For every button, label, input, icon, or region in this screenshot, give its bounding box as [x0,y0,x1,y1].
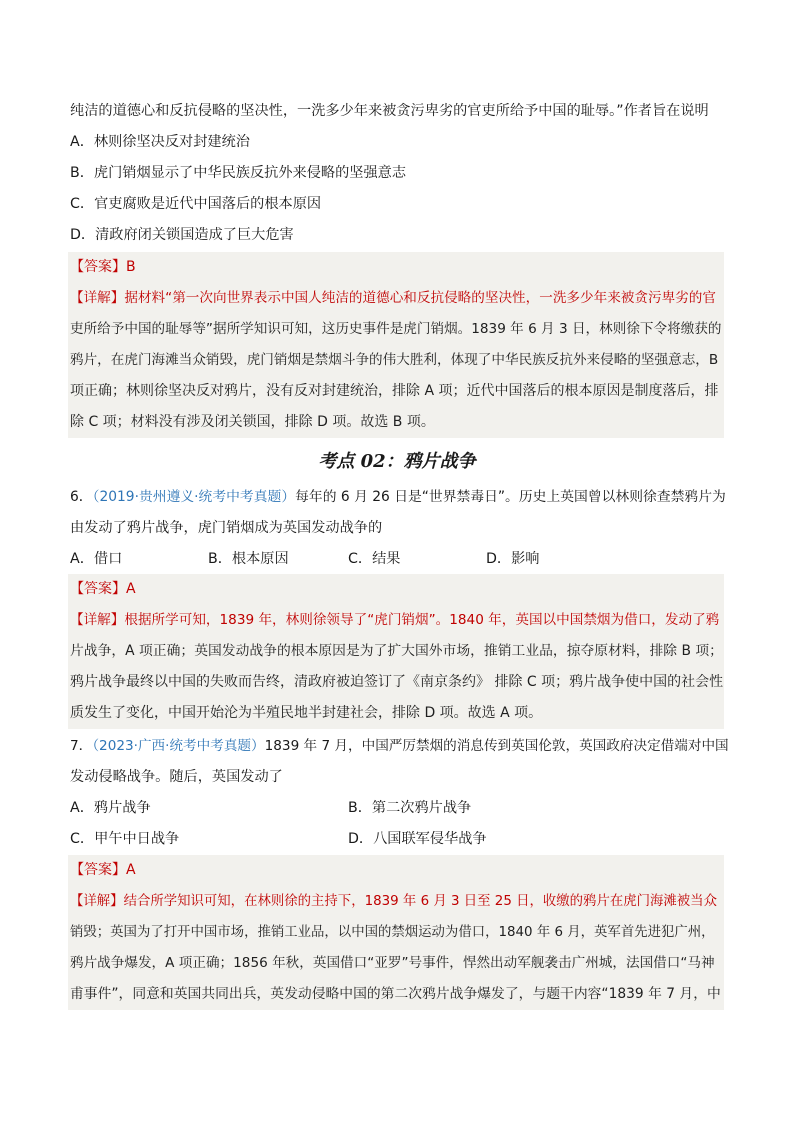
q7-answer-box [68,855,724,1010]
q7-number: 7． [70,738,93,754]
q6-stem-line-2: 由发动了鸦片战争，虎门销烟成为英国发动战争的 [70,520,383,536]
q5-option-c: C．官吏腐败是近代中国落后的根本原因 [70,196,322,212]
q6-source: （2019·贵州遵义·统考中考真题） [92,489,296,505]
q5-option-a: A．林则徐坚决反对封建统治 [70,134,250,150]
q7-answer-value: A [126,862,136,878]
q7-answer-tag: 【答案】 [70,862,126,878]
q6-options [70,544,730,575]
q6-stem-line-1: 6．（2019·贵州遵义·统考中考真题）每年的 6 月 26 日是“世界禁毒日”。历史上英国曾以林则徐查禁鸦片为 [70,489,726,505]
q6-detail-tag: 【详解】 [70,612,125,628]
q6-option-b: B．根本原因 [208,551,289,567]
q7-options-row-1 [70,793,730,824]
q5-detail-line-2: 吏所给予中国的耻辱等”据所学知识可知，这历史事件是虎门销烟。1839 年 6 月 3 日，林则徐下令将缴获的 [70,321,722,337]
q7-option-a: A．鸦片战争 [70,800,151,816]
q6-detail-line-4: 质发生了变化，中国开始沦为半殖民地半封建社会，排除 D 项。故选 A 项。 [70,705,543,721]
q7-detail-line-2: 销毁；英国为了打开中国市场，推销工业品，以中国的禁烟运动为借口，1840 年 6 月，英军首先进犯广州， [70,925,715,940]
q5-answer-value: B [126,259,136,275]
q7-detail-tag: 【详解】 [70,894,124,909]
q6-detail-line-3: 鸦片战争最终以中国的失败而告终，清政府被迫签订了《南京条约》 排除 C 项；鸦片战争使中国的社会性 [70,674,724,690]
q7-option-c: C．甲午中日战争 [70,831,180,847]
q7-stem-line-2: 发动侵略战争。随后，英国发动了 [70,769,283,785]
q7-option-b: B．第二次鸦片战争 [348,800,472,816]
q6-option-a: A．借口 [70,551,123,567]
q7-detail-line-1: 【详解】结合所学知识可知，在林则徐的主持下，1839 年 6 月 3 日至 25 日，收缴的鸦片在虎门海滩被当众 [70,894,717,909]
q5-answer-box [68,252,724,438]
q7-stem-line-1: 7．（2023·广西·统考中考真题）1839 年 7 月，中国严厉禁烟的消息传到英国伦敦，英国政府决定借端对中国 [70,738,729,754]
q5-stem-tail: 纯洁的道德心和反抗侵略的坚决性，一洗多少年来被贪污卑劣的官吏所给予中国的耻辱。”作者旨在说明 [70,103,709,119]
q5-option-b: B．虎门销烟显示了中华民族反抗外来侵略的坚强意志 [70,165,407,181]
q6-option-d: D．影响 [486,551,540,567]
q7-options-row-2 [70,824,730,855]
q5-answer-tag: 【答案】 [70,259,126,275]
section-title: 考点 02：鸦片战争 [318,451,476,472]
q7-detail-line-3: 鸦片战争爆发，A 项正确；1856 年秋，英国借口“亚罗”号事件，悍然出动军舰袭击广州城，法国借口“马神 [70,955,715,971]
q6-answer-value: A [126,581,136,597]
q6-option-c: C．结果 [348,551,401,567]
q5-detail-line-5: 除 C 项；材料没有涉及闭关锁国，排除 D 项。故选 B 项。 [70,414,435,430]
q6-answer-tag: 【答案】 [70,581,126,597]
q6-answer-box [68,574,724,729]
q7-option-d: D．八国联军侵华战争 [348,831,487,847]
q5-detail-line-1: 【详解】据材料“第一次向世界表示中国人纯洁的道德心和反抗侵略的坚决性，一洗多少年来被贪污卑劣的官 [70,290,716,306]
q7-source: （2023·广西·统考中考真题） [92,738,265,754]
q5-detail-tag: 【详解】 [70,290,125,306]
q6-answer-row [70,574,722,605]
q7-detail-line-4: 甫事件”，同意和英国共同出兵，英发动侵略中国的第二次鸦片战争爆发了，与题干内容“1839 年 7 月，中 [70,986,721,1002]
q5-detail-line-4: 项正确；林则徐坚决反对鸦片，没有反对封建统治，排除 A 项；近代中国落后的根本原因是制度落后，排 [70,383,719,399]
q6-detail-line-1: 【详解】根据所学可知，1839 年，林则徐领导了“虎门销烟”。1840 年，英国以中国禁烟为借口，发动了鸦 [70,612,720,628]
q6-detail-line-2: 片战争，A 项正确；英国发动战争的根本原因是为了扩大国外市场，推销工业品，掠夺原材料，排除 B 项； [70,643,723,659]
q6-number: 6． [70,489,93,505]
q5-detail-line-3: 鸦片，在虎门海滩当众销毁，虎门销烟是禁烟斗争的伟大胜利，体现了中华民族反抗外来侵略的坚强意志，B [70,352,719,368]
q7-answer-row [70,855,722,886]
q5-answer-row [70,252,722,283]
q5-option-d: D．清政府闭关锁国造成了巨大危害 [70,227,294,243]
